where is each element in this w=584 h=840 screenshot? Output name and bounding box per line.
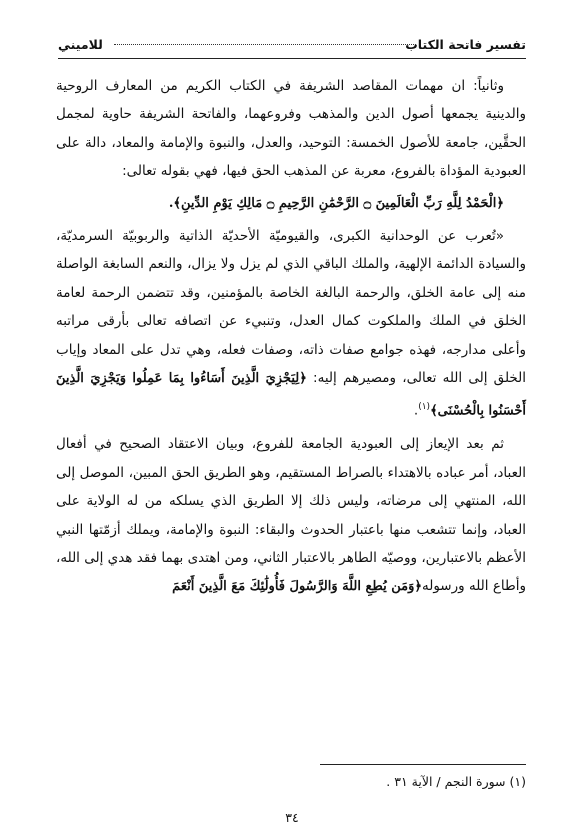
paragraph-4: [56, 430, 526, 601]
quran-verse-najm: ﴿لِيَجْزِيَ الَّذِينَ أَسَاءُوا بِمَا عَمِلُوا وَيَجْزِيَ الَّذِينَ أَحْسَنُوا بِالْحُسْنَى﴾: [56, 371, 526, 419]
paragraph-2-verse: ﴿الْحَمْدُ لِلَّهِ رَبِّ الْعَالَمِينَ ۝ الرَّحْمَٰنِ الرَّحِيمِ ۝ مَالِكِ يَوْمِ الدِّينِ﴾.: [168, 195, 504, 211]
main-text: [56, 72, 526, 602]
header-author: للاميني: [58, 37, 103, 52]
quran-verse-nisa: ﴿وَمَن يُطِعِ اللَّهَ وَالرَّسُولَ فَأُولَٰئِكَ مَعَ الَّذِينَ أَنْعَمَ: [172, 579, 422, 595]
book-title: تفسير فاتحة الكتاب: [405, 37, 526, 52]
footnote-rule: [320, 764, 526, 765]
paragraph-3: [56, 222, 526, 426]
footnote: (١) سورة النجم / الآية ٣١ .: [386, 774, 526, 789]
running-header: [58, 34, 526, 56]
page-number: ٣٤: [285, 810, 299, 825]
paragraph-3-text: «تُعرب عن الوحدانية الكبرى، والقيوميّة الأحديّة الذاتية والربوبيّة السرمديّة، والسيادة الدائمة الإلهية، والملك الباقي الذي لم يزل ولا يزال، والنعم السابغة الواصلة منه إلى عامة الخلق، والرحمة البالغة الخاصة بالمؤمنين، وقد تتضمن الرحمة لعامة الخلق في الملك والملكوت كمال العدل، وتنبيء عن اتصافه تعالى بأرقى مراتبه وأعلى مدارجه، فهذه جوامع صفات ذاته، وصفات فعله، وهي تدل على المعاد وإياب الخلق إلى الله تعالى، ومصيرهم إليه:: [56, 228, 526, 387]
header-dot-leader: [114, 44, 416, 45]
header-rule: [58, 58, 526, 59]
paragraph-1: وثانياً: ان مهمات المقاصد الشريفة في الكتاب الكريم من المعارف الروحية والدينية يجمعها أصول الدين والمذهب وفروعهما، والفاتحة الشريفة حاوية لمجمل الحقَّين، جامعة للأصول الخمسة: التوحيد، والعدل، والنبوة والإمامة والمعاد، دالة على العبودية المؤداة بالفروع، معربة عن المذهب الحق فيها، فهي بقوله تعالى:: [56, 78, 526, 180]
paragraph-3-end: .: [413, 402, 419, 419]
paragraph-4-text: ثم بعد الإيعاز إلى العبودية الجامعة للفروع، وبيان الاعتقاد الصحيح في أفعال العباد، أمر عباده بالاهتداء بالصراط المستقيم، وهو الطريق الحق المبين، الموصل إلى الله، المنتهي إلى مرضاته، وليس ذلك إلا الطريق الذي يسلكه من له الولاية على العباد، وإنما تتشعب منها باعتبار الحدوث والبقاء: النبوة والإمامة، ويملك أزمّتها النبي الأعظم بالاعتبارين، ووصيّه الطاهر بالاعتبار الثاني، ومن اهتدى بهما فقد هدي إلى الله، وأطاع الله ورسوله: [56, 436, 526, 595]
footnote-marker: (١): [418, 402, 431, 413]
